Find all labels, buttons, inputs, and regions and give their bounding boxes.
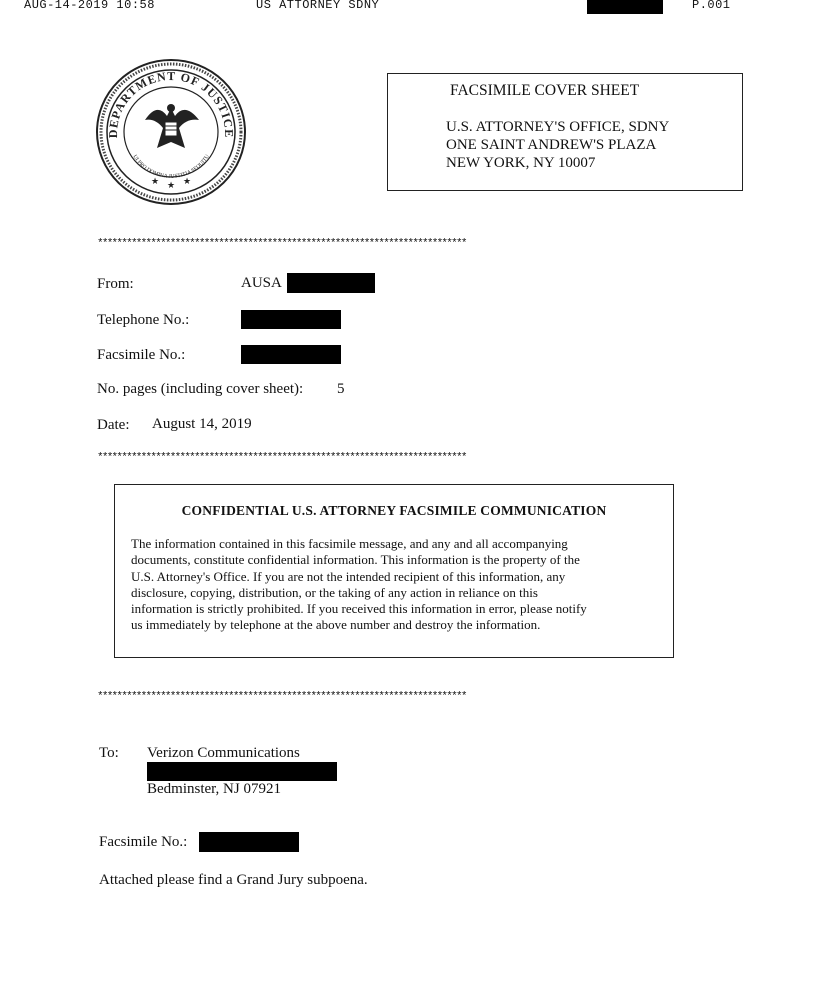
confidential-line: disclosure, copying, distribution, or the taking of any action in reliance on this (131, 584, 538, 600)
redaction-block (241, 345, 341, 364)
redaction-block (287, 273, 375, 293)
pages-value: 5 (337, 381, 345, 397)
redaction-block (147, 762, 337, 781)
cover-sheet-box (387, 73, 743, 191)
from-label: From: (97, 276, 134, 292)
doj-seal-icon (95, 58, 247, 206)
to-label: To: (99, 745, 119, 761)
redaction-block (241, 310, 341, 329)
office-address-line: U.S. ATTORNEY'S OFFICE, SDNY (446, 119, 670, 135)
seal-text: DEPARTMENT OF JUSTICE (105, 68, 237, 139)
date-label: Date: (97, 417, 130, 433)
fax-page-number: P.001 (692, 0, 731, 12)
confidential-notice-box (114, 484, 674, 658)
office-address (446, 118, 669, 172)
asterisk-separator: **************************************************************************** (97, 238, 466, 250)
message-text: Attached please find a Grand Jury subpoena. (99, 872, 368, 888)
confidential-title: CONFIDENTIAL U.S. ATTORNEY FACSIMILE COMMUNICATION (181, 503, 607, 518)
recipient-name: Verizon Communications (147, 745, 300, 761)
office-address-line: NEW YORK, NY 10007 (446, 155, 596, 171)
seal-motto: UI PRO DOMINA JUSTITIA SEQUITU (131, 153, 211, 180)
redaction-block (587, 0, 663, 14)
asterisk-separator: **************************************************************************** (97, 691, 466, 703)
confidential-line: us immediately by telephone at the above number and destroy the information. (131, 617, 541, 633)
pages-label: No. pages (including cover sheet): (97, 381, 304, 397)
redaction-block (199, 832, 299, 852)
confidential-line: The information contained in this facsimile message, and any and all accompanying (131, 536, 568, 551)
confidential-line: U.S. Attorney's Office. If you are not the intended recipient of this information, any (131, 568, 566, 584)
svg-text:★: ★ (183, 176, 192, 186)
recipient-facsimile-label: Facsimile No.: (99, 834, 188, 850)
from-value: AUSA (241, 275, 282, 291)
svg-text:★: ★ (151, 176, 160, 186)
asterisk-separator: **************************************************************************** (97, 452, 466, 464)
recipient-city: Bedminster, NJ 07921 (147, 781, 281, 797)
fax-sender: US ATTORNEY SDNY (256, 0, 380, 12)
fax-timestamp: AUG-14-2019 10:58 (24, 0, 155, 12)
confidential-text (131, 536, 661, 634)
confidential-line: documents, constitute confidential information. This information is the property of the (131, 552, 580, 568)
office-address-line: ONE SAINT ANDREW'S PLAZA (446, 137, 657, 153)
svg-text:★: ★ (167, 180, 176, 190)
date-value: August 14, 2019 (152, 416, 252, 432)
confidential-line: information is strictly prohibited. If you received this information in error, please notify (131, 601, 587, 617)
telephone-label: Telephone No.: (97, 312, 190, 328)
facsimile-label: Facsimile No.: (97, 347, 186, 363)
cover-sheet-title: FACSIMILE COVER SHEET (450, 82, 640, 99)
